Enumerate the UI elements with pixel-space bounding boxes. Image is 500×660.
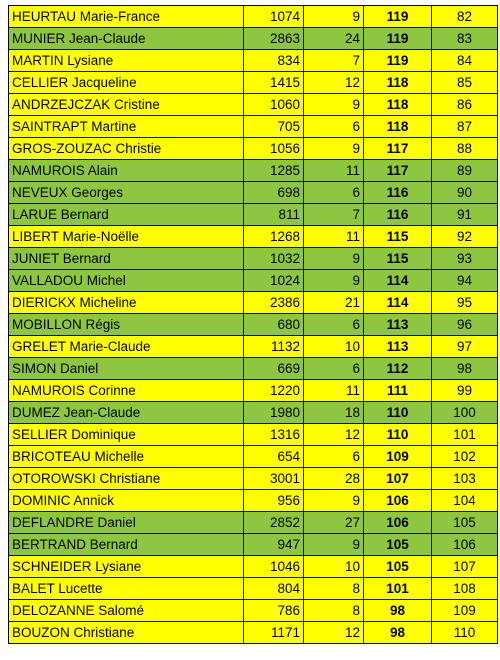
rank-cell: 91: [432, 204, 498, 226]
table-row: [9, 468, 498, 490]
total-points-cell: 2852: [244, 512, 304, 534]
player-name-cell: BALET Lucette: [9, 578, 244, 600]
total-points-cell: 1268: [244, 226, 304, 248]
ranking-table-body: [9, 6, 498, 644]
player-name-cell: MOBILLON Régis: [9, 314, 244, 336]
total-points-cell: 2386: [244, 292, 304, 314]
games-count-cell: 6: [304, 446, 364, 468]
table-row: [9, 402, 498, 424]
games-count-cell: 11: [304, 380, 364, 402]
average-cell: 106: [364, 512, 432, 534]
table-row: [9, 6, 498, 28]
rank-cell: 84: [432, 50, 498, 72]
games-count-cell: 10: [304, 556, 364, 578]
total-points-cell: 811: [244, 204, 304, 226]
average-cell: 118: [364, 94, 432, 116]
player-name-cell: SIMON Daniel: [9, 358, 244, 380]
average-cell: 110: [364, 402, 432, 424]
player-name-cell: DOMINIC Annick: [9, 490, 244, 512]
rank-cell: 94: [432, 270, 498, 292]
rank-cell: 90: [432, 182, 498, 204]
player-name-cell: SCHNEIDER Lysiane: [9, 556, 244, 578]
table-row: [9, 116, 498, 138]
total-points-cell: 669: [244, 358, 304, 380]
rank-cell: 88: [432, 138, 498, 160]
average-cell: 119: [364, 28, 432, 50]
player-name-cell: LARUE Bernard: [9, 204, 244, 226]
table-row: [9, 28, 498, 50]
average-cell: 116: [364, 204, 432, 226]
average-cell: 112: [364, 358, 432, 380]
games-count-cell: 12: [304, 622, 364, 644]
table-row: [9, 490, 498, 512]
player-name-cell: SAINTRAPT Martine: [9, 116, 244, 138]
average-cell: 115: [364, 226, 432, 248]
total-points-cell: 1060: [244, 94, 304, 116]
total-points-cell: 1316: [244, 424, 304, 446]
average-cell: 113: [364, 336, 432, 358]
player-name-cell: SELLIER Dominique: [9, 424, 244, 446]
total-points-cell: 786: [244, 600, 304, 622]
table-row: [9, 600, 498, 622]
total-points-cell: 1074: [244, 6, 304, 28]
player-name-cell: MARTIN Lysiane: [9, 50, 244, 72]
table-row: [9, 292, 498, 314]
total-points-cell: 698: [244, 182, 304, 204]
games-count-cell: 6: [304, 314, 364, 336]
total-points-cell: 956: [244, 490, 304, 512]
games-count-cell: 28: [304, 468, 364, 490]
games-count-cell: 9: [304, 534, 364, 556]
table-row: [9, 270, 498, 292]
rank-cell: 107: [432, 556, 498, 578]
rank-cell: 95: [432, 292, 498, 314]
total-points-cell: 680: [244, 314, 304, 336]
games-count-cell: 10: [304, 336, 364, 358]
total-points-cell: 654: [244, 446, 304, 468]
table-row: [9, 578, 498, 600]
rank-cell: 96: [432, 314, 498, 336]
table-row: [9, 446, 498, 468]
table-row: [9, 72, 498, 94]
total-points-cell: 1046: [244, 556, 304, 578]
player-name-cell: GRELET Marie-Claude: [9, 336, 244, 358]
games-count-cell: 27: [304, 512, 364, 534]
total-points-cell: 804: [244, 578, 304, 600]
rank-cell: 100: [432, 402, 498, 424]
rank-cell: 101: [432, 424, 498, 446]
rank-cell: 104: [432, 490, 498, 512]
table-row: [9, 380, 498, 402]
player-name-cell: NAMUROIS Corinne: [9, 380, 244, 402]
player-name-cell: JUNIET Bernard: [9, 248, 244, 270]
games-count-cell: 21: [304, 292, 364, 314]
games-count-cell: 7: [304, 204, 364, 226]
games-count-cell: 8: [304, 600, 364, 622]
games-count-cell: 6: [304, 358, 364, 380]
player-name-cell: LIBERT Marie-Noëlle: [9, 226, 244, 248]
rank-cell: 105: [432, 512, 498, 534]
player-name-cell: DEFLANDRE Daniel: [9, 512, 244, 534]
average-cell: 115: [364, 248, 432, 270]
player-name-cell: DUMEZ Jean-Claude: [9, 402, 244, 424]
average-cell: 114: [364, 292, 432, 314]
table-row: [9, 358, 498, 380]
table-row: [9, 336, 498, 358]
total-points-cell: 2863: [244, 28, 304, 50]
average-cell: 101: [364, 578, 432, 600]
average-cell: 117: [364, 138, 432, 160]
rank-cell: 89: [432, 160, 498, 182]
table-row: [9, 424, 498, 446]
table-row: [9, 314, 498, 336]
rank-cell: 92: [432, 226, 498, 248]
total-points-cell: 1024: [244, 270, 304, 292]
table-row: [9, 512, 498, 534]
average-cell: 119: [364, 50, 432, 72]
average-cell: 111: [364, 380, 432, 402]
games-count-cell: 9: [304, 94, 364, 116]
player-name-cell: NEVEUX Georges: [9, 182, 244, 204]
rank-cell: 83: [432, 28, 498, 50]
average-cell: 109: [364, 446, 432, 468]
player-name-cell: BOUZON Christiane: [9, 622, 244, 644]
table-row: [9, 182, 498, 204]
rank-cell: 103: [432, 468, 498, 490]
table-row: [9, 50, 498, 72]
rank-cell: 85: [432, 72, 498, 94]
player-name-cell: BRICOTEAU Michelle: [9, 446, 244, 468]
games-count-cell: 9: [304, 248, 364, 270]
player-name-cell: CELLIER Jacqueline: [9, 72, 244, 94]
table-row: [9, 226, 498, 248]
games-count-cell: 18: [304, 402, 364, 424]
total-points-cell: 1132: [244, 336, 304, 358]
games-count-cell: 9: [304, 6, 364, 28]
games-count-cell: 24: [304, 28, 364, 50]
rank-cell: 87: [432, 116, 498, 138]
games-count-cell: 9: [304, 270, 364, 292]
total-points-cell: 1980: [244, 402, 304, 424]
average-cell: 98: [364, 622, 432, 644]
games-count-cell: 11: [304, 226, 364, 248]
average-cell: 113: [364, 314, 432, 336]
rank-cell: 97: [432, 336, 498, 358]
average-cell: 107: [364, 468, 432, 490]
average-cell: 110: [364, 424, 432, 446]
average-cell: 105: [364, 556, 432, 578]
player-name-cell: MUNIER Jean-Claude: [9, 28, 244, 50]
table-row: [9, 138, 498, 160]
average-cell: 105: [364, 534, 432, 556]
total-points-cell: 1220: [244, 380, 304, 402]
table-row: [9, 94, 498, 116]
rank-cell: 108: [432, 578, 498, 600]
average-cell: 116: [364, 182, 432, 204]
games-count-cell: 9: [304, 490, 364, 512]
games-count-cell: 11: [304, 160, 364, 182]
player-name-cell: HEURTAU Marie-France: [9, 6, 244, 28]
total-points-cell: 1056: [244, 138, 304, 160]
player-name-cell: OTOROWSKI Christiane: [9, 468, 244, 490]
games-count-cell: 6: [304, 116, 364, 138]
games-count-cell: 12: [304, 424, 364, 446]
total-points-cell: 705: [244, 116, 304, 138]
table-row: [9, 204, 498, 226]
total-points-cell: 3001: [244, 468, 304, 490]
average-cell: 117: [364, 160, 432, 182]
rank-cell: 93: [432, 248, 498, 270]
rank-cell: 106: [432, 534, 498, 556]
player-name-cell: DIERICKX Micheline: [9, 292, 244, 314]
average-cell: 118: [364, 116, 432, 138]
rank-cell: 82: [432, 6, 498, 28]
rank-cell: 102: [432, 446, 498, 468]
rank-cell: 110: [432, 622, 498, 644]
total-points-cell: 1415: [244, 72, 304, 94]
rank-cell: 99: [432, 380, 498, 402]
games-count-cell: 8: [304, 578, 364, 600]
player-name-cell: ANDRZEJCZAK Cristine: [9, 94, 244, 116]
player-name-cell: DELOZANNE Salomé: [9, 600, 244, 622]
average-cell: 118: [364, 72, 432, 94]
games-count-cell: 12: [304, 72, 364, 94]
average-cell: 114: [364, 270, 432, 292]
table-row: [9, 556, 498, 578]
table-row: [9, 534, 498, 556]
rank-cell: 109: [432, 600, 498, 622]
average-cell: 98: [364, 600, 432, 622]
player-name-cell: BERTRAND Bernard: [9, 534, 244, 556]
table-row: [9, 622, 498, 644]
player-name-cell: VALLADOU Michel: [9, 270, 244, 292]
rank-cell: 86: [432, 94, 498, 116]
player-name-cell: GROS-ZOUZAC Christie: [9, 138, 244, 160]
table-row: [9, 160, 498, 182]
ranking-table: [8, 5, 498, 644]
table-row: [9, 248, 498, 270]
average-cell: 106: [364, 490, 432, 512]
games-count-cell: 6: [304, 182, 364, 204]
total-points-cell: 947: [244, 534, 304, 556]
total-points-cell: 1032: [244, 248, 304, 270]
total-points-cell: 834: [244, 50, 304, 72]
player-name-cell: NAMUROIS Alain: [9, 160, 244, 182]
games-count-cell: 9: [304, 138, 364, 160]
rank-cell: 98: [432, 358, 498, 380]
average-cell: 119: [364, 6, 432, 28]
games-count-cell: 7: [304, 50, 364, 72]
total-points-cell: 1171: [244, 622, 304, 644]
total-points-cell: 1285: [244, 160, 304, 182]
